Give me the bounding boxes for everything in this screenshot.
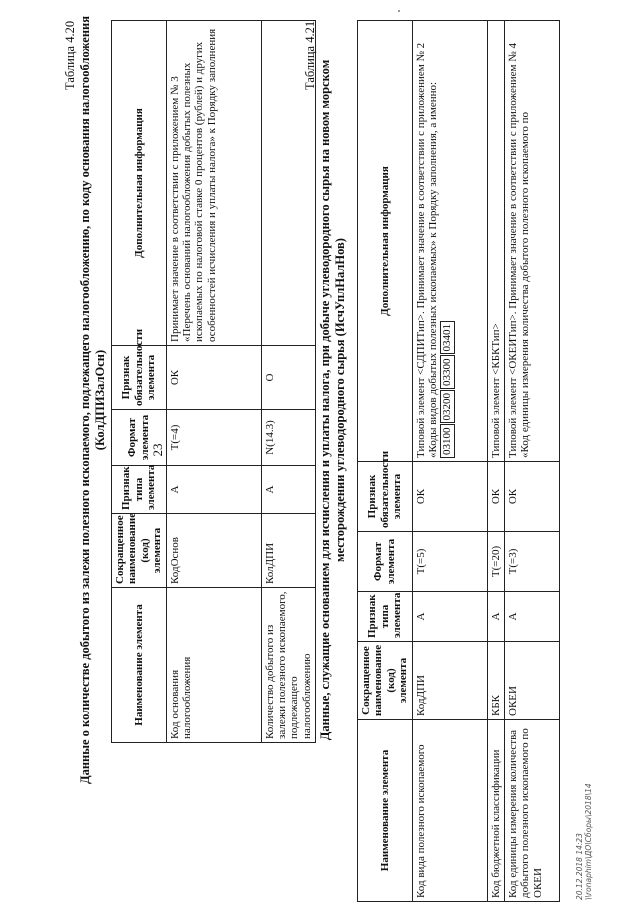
cell-info — [412, 21, 487, 462]
header-cell: Признак обязательности элемента — [358, 462, 413, 532]
stamp-date: 20.12.2018 14:23 — [575, 833, 584, 900]
cell-format: N(14.3) — [261, 410, 316, 466]
cell-type: А — [261, 466, 316, 514]
cell-info: Типовой элемент <КБКТип> — [487, 21, 504, 462]
mineral-code: 03100 — [440, 425, 454, 459]
cell-name: Код вида полезного ископаемого — [412, 720, 487, 902]
mineral-code: 03300 — [440, 356, 454, 390]
header-cell: Сокращенное наименование (код) элемента — [358, 642, 413, 720]
cell-name: Код бюджетной классификации — [487, 720, 504, 902]
cell-info-text: Типовой элемент <СДПИТип>. Принимает значение в соответствии с приложением № 2 «Коды видов добытых полезных ископаемых» к Порядку заполнения, а именно: — [414, 42, 440, 458]
header-cell: Признак типа элемента — [112, 466, 167, 514]
cell-info: Принимает значение в соответствии с приложением № 3 «Перечень оснований налогообложения добытых полезных ископаемых по налоговой ставке 0 процентов (рублей) и других особенностей исчисления и уплаты налога» к Порядку заполнения — [166, 21, 261, 346]
cell-type: А — [412, 592, 487, 642]
header-cell: Дополнительная информация — [112, 21, 167, 346]
cell-type: А — [505, 592, 560, 642]
header-cell: Формат элемента — [358, 532, 413, 592]
cell-format: T(=20) — [487, 532, 504, 592]
cell-required: ОК — [412, 462, 487, 532]
header-cell: Наименование элемента — [112, 588, 167, 743]
cell-info: Типовой элемент <ОКЕИТип>. Принимает значение в соответствии с приложением № 4 «Код единицы измерения количества добытого полезного ископаемого по — [505, 21, 560, 462]
cell-name: Код единицы измерения количества добытого полезного ископаемого по ОКЕИ — [505, 720, 560, 902]
table-row — [487, 21, 504, 902]
header-cell: Наименование элемента — [358, 720, 413, 902]
cell-code: КодДПИ — [412, 642, 487, 720]
table-header-row — [358, 21, 413, 902]
header-cell: Признак обязательности элемента — [112, 346, 167, 410]
cell-code: КолДПИ — [261, 514, 316, 588]
table-row — [505, 21, 560, 902]
cell-name: Количество добытого из залежи полезного ископаемого, подлежащего налогообложению — [261, 588, 316, 743]
header-cell: Признак типа элемента — [358, 592, 413, 642]
mineral-codes — [440, 24, 454, 458]
header-cell: Сокращенное наименование (код) элемента — [112, 514, 167, 588]
table-4-20 — [111, 20, 316, 743]
table-row — [166, 21, 261, 743]
stamp-path: \\ronaphim\ДО\Сборы\2018\14 — [584, 783, 593, 900]
table-4-21-title: Данные, служащие основанием для исчисления и уплаты налога, при добыче углеводородного сырья на новом морском месторождении углеводородного сырья (ИсчУплНалНов) — [318, 59, 347, 741]
cell-code: ОКЕИ — [505, 642, 560, 720]
cell-required: ОК — [166, 346, 261, 410]
scan-speck — [398, 10, 400, 12]
cell-format: T(=3) — [505, 532, 560, 592]
cell-required: ОК — [505, 462, 560, 532]
cell-name: Код основания налогообложения — [166, 588, 261, 743]
page-number: 23 — [150, 443, 165, 457]
cell-code: КБК — [487, 642, 504, 720]
table-row — [412, 21, 487, 902]
table-4-20-title: Данные о количестве добытого из залежи полезного ископаемого, подлежащего налогообложению, по коду основания налогообложения (КолДПИЗалОсн) — [78, 15, 107, 785]
table-row — [261, 21, 316, 743]
table-4-21 — [357, 20, 560, 902]
cell-format: T(=4) — [166, 410, 261, 466]
mineral-code: 03401 — [440, 321, 454, 355]
mineral-code: 03200 — [440, 390, 454, 424]
cell-format: T(=5) — [412, 532, 487, 592]
table-4-21-label: Таблица 4.21 — [303, 20, 317, 90]
header-cell: Формат элемента — [112, 410, 167, 466]
cell-required: О — [261, 346, 316, 410]
cell-required: ОК — [487, 462, 504, 532]
table-4-20-label: Таблица 4.20 — [63, 20, 77, 90]
print-stamp — [575, 783, 593, 900]
table-header-row — [112, 21, 167, 743]
cell-code: КодОснов — [166, 514, 261, 588]
cell-type: А — [487, 592, 504, 642]
cell-type: А — [166, 466, 261, 514]
header-cell: Дополнительная информация — [358, 21, 413, 462]
